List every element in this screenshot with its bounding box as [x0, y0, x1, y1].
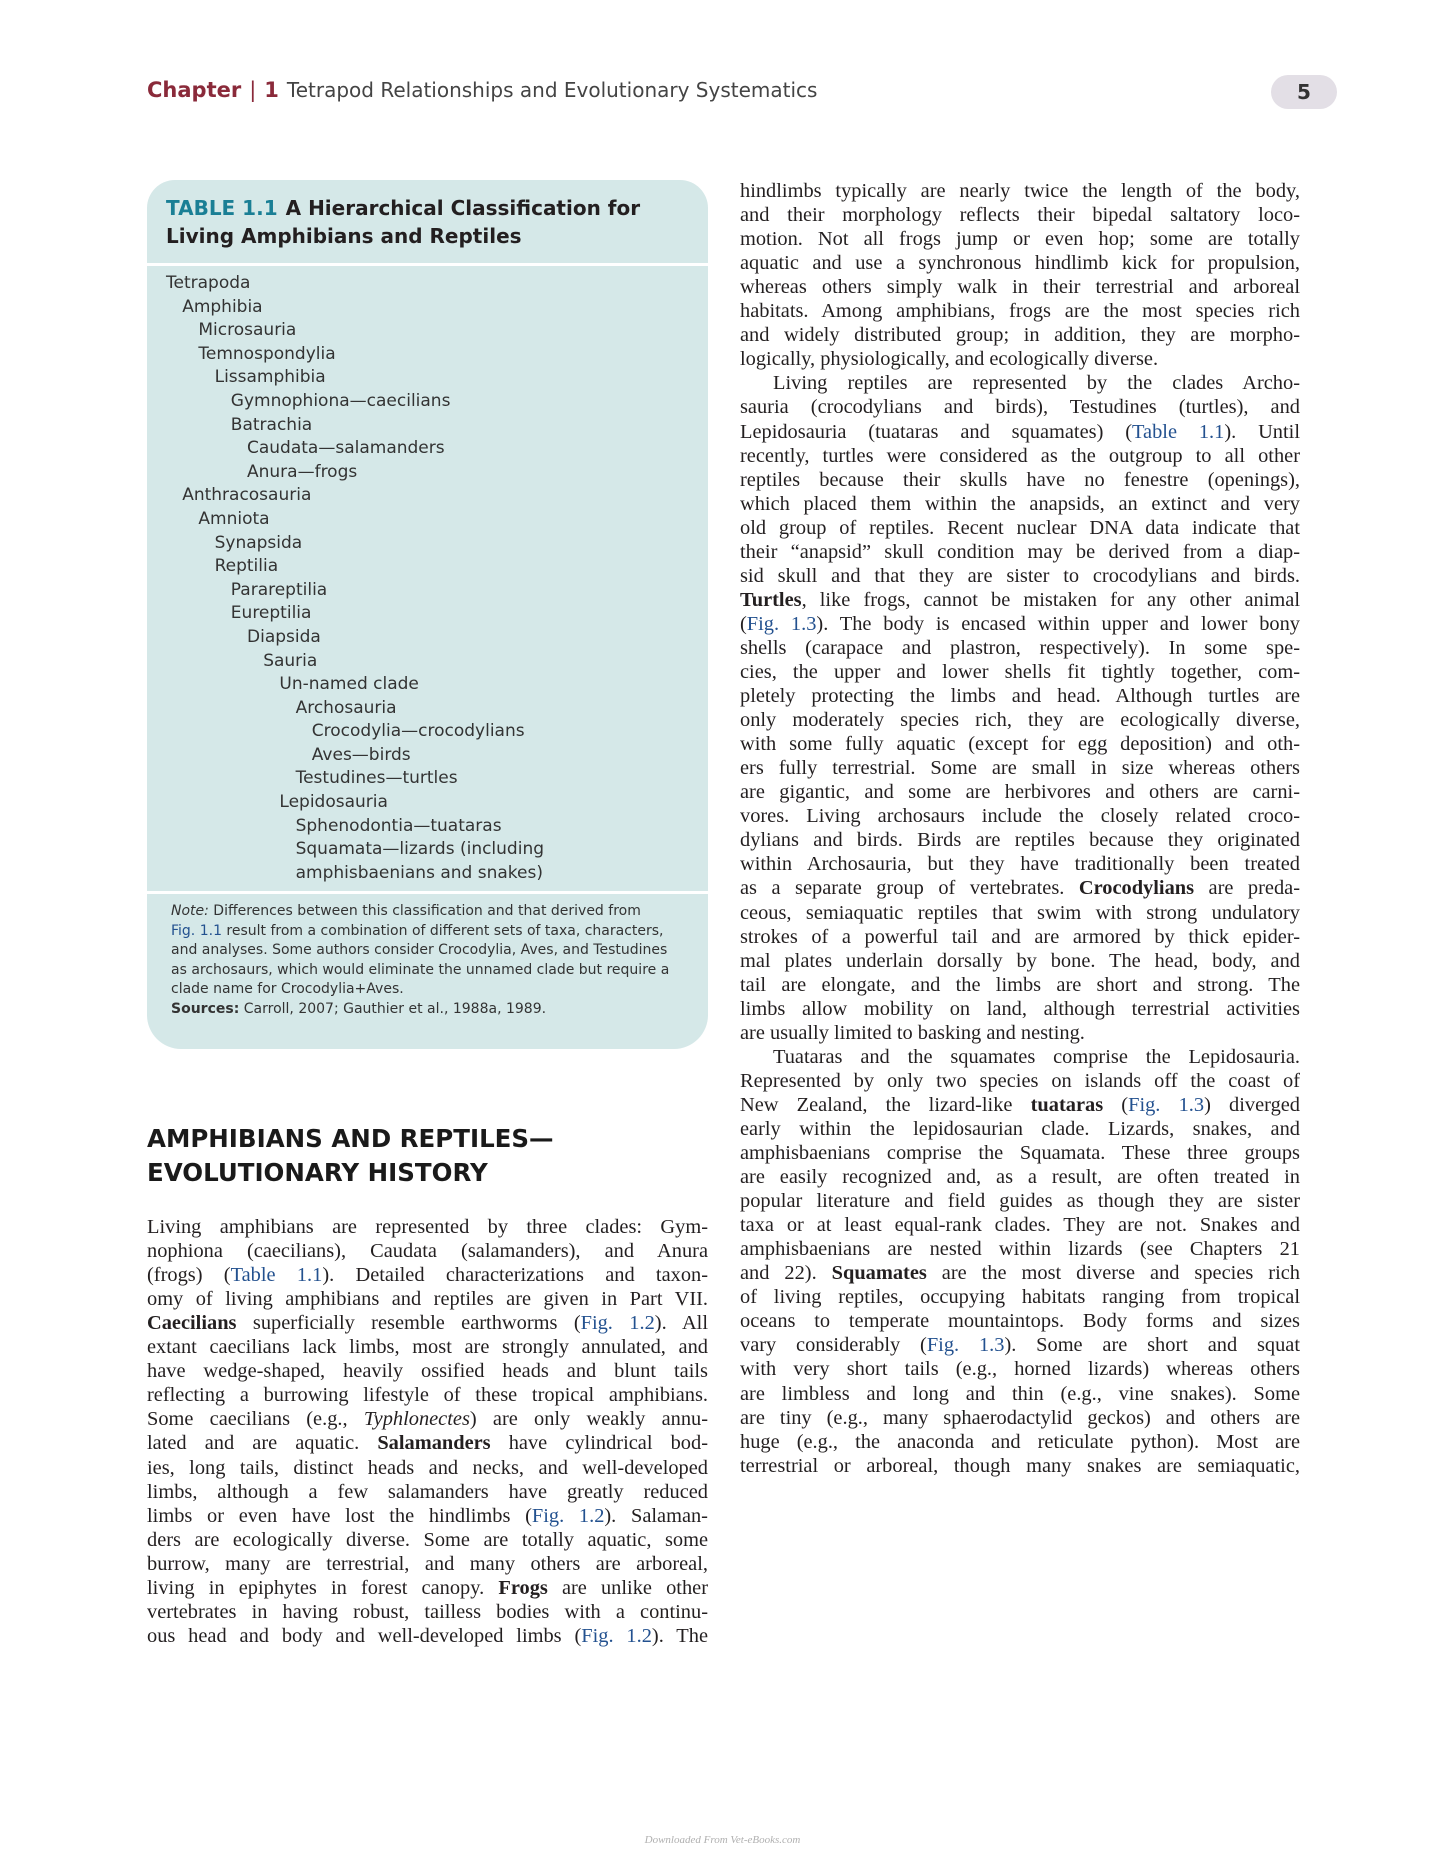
taxon-list — [166, 272, 544, 885]
text-run: reptiles because their skulls have no fenestre (openings), — [740, 468, 1300, 491]
text-run: Caecilians — [147, 1312, 237, 1335]
text-run: result from a combination of different sets of taxa, characters, — [221, 922, 664, 939]
text-run: ). Detailed characterizations and taxon- — [322, 1264, 708, 1287]
text-run: huge (e.g., the anaconda and reticulate python). Most are — [740, 1430, 1300, 1453]
text-run: (frogs) ( — [147, 1264, 231, 1287]
taxon-item: Temnospondylia — [198, 343, 336, 364]
taxon-item: Un-named clade — [279, 674, 419, 695]
text-run: ( — [1103, 1093, 1129, 1116]
text-run: limbs or even have lost the hindlimbs ( — [147, 1504, 532, 1527]
text-run: limbs allow mobility on land, although terrestrial activities — [740, 997, 1300, 1020]
table-note — [171, 902, 691, 1019]
text-run: ). The body is encased within upper and lower bony — [816, 612, 1300, 635]
footer-watermark: Downloaded From Vet-eBooks.com — [644, 1834, 801, 1846]
text-run: extant caecilians lack limbs, most are strongly annulated, and — [147, 1336, 708, 1359]
text-run: terrestrial or arboreal, though many snakes are semiaquatic, — [740, 1454, 1300, 1477]
running-header — [147, 78, 817, 103]
text-run: hindlimbs typically are nearly twice the length of the body, — [740, 180, 1300, 202]
text-run: clade name for Crocodylia+Aves. — [171, 981, 404, 997]
text-run: vores. Living archosaurs include the closely related croco- — [740, 805, 1300, 828]
text-run: ). Some are short and squat — [1004, 1334, 1300, 1357]
text-run: Carroll, 2007; Gauthier et al., 1988a, 1989. — [239, 1000, 547, 1017]
text-run: Differences between this classification and that derived from — [208, 903, 641, 919]
text-run: amphisbaenians are nested within lizards (see Chapters 21 — [740, 1238, 1300, 1261]
text-run: Sources: — [171, 1000, 240, 1017]
text-run: ( — [740, 612, 747, 635]
text-run: have cylindrical bod- — [490, 1432, 708, 1455]
text-line — [740, 1452, 1300, 1480]
note-line — [171, 941, 691, 961]
text-run: Lepidosauria (tuataras and squamates) ( — [740, 420, 1132, 443]
chapter-number: 1 — [264, 78, 279, 102]
text-run: dylians and birds. Birds are reptiles because they originated — [740, 829, 1300, 852]
text-run: ) are only weakly annu- — [469, 1408, 708, 1431]
header-divider: | — [249, 78, 257, 102]
taxon-item: Anthracosauria — [182, 485, 312, 506]
text-run: with very short tails (e.g., horned lizards) whereas others — [740, 1358, 1300, 1381]
taxon-item: Crocodylia—crocodylians — [311, 721, 525, 742]
chapter-title: Tetrapod Relationships and Evolutionary Systematics — [286, 78, 818, 102]
text-run: limbs, although a few salamanders have greatly reduced — [147, 1480, 708, 1503]
taxon-item: Gymnophiona—caecilians — [230, 390, 451, 411]
taxon-item: Synapsida — [214, 532, 303, 553]
note-line — [171, 980, 691, 1000]
taxon-item: Diapsida — [247, 626, 321, 647]
text-run: Frogs — [498, 1576, 548, 1599]
cross-reference-link[interactable]: Fig. 1.2 — [580, 1312, 655, 1335]
text-run: with some fully aquatic (except for egg deposition) and oth- — [740, 733, 1300, 756]
text-run: recently, turtles were considered as the outgroup to all other — [740, 444, 1300, 467]
text-run: Crocodylians — [1078, 877, 1195, 900]
taxon-item: Anura—frogs — [247, 461, 358, 482]
text-run: mal plates underlain dorsally by bone. The head, body, and — [740, 949, 1300, 972]
text-run: are gigantic, and some are herbivores and others are carni- — [740, 781, 1300, 804]
note-line — [171, 922, 691, 942]
table-rule-bottom — [147, 891, 708, 894]
taxon-item: Microsauria — [198, 320, 297, 341]
text-run: Tuataras and the squamates comprise the Lepidosauria. — [773, 1045, 1300, 1068]
text-run: habitats. Among amphibians, frogs are the most species rich — [740, 300, 1300, 323]
section-heading — [147, 1122, 707, 1190]
taxon-item: Reptilia — [214, 556, 279, 577]
text-run: aquatic and use a synchronous hindlimb kick for propulsion, — [740, 252, 1300, 275]
text-run: Living reptiles are represented by the clades Archo- — [773, 372, 1300, 395]
text-run: ). Salaman- — [604, 1504, 708, 1527]
text-run: have wedge-shaped, heavily ossified heads and blunt tails — [147, 1360, 708, 1383]
text-run: superficially resemble earthworms ( — [236, 1312, 581, 1335]
text-run: shells (carapace and plastron, respectively). In some spe- — [740, 636, 1300, 659]
text-run: old group of reptiles. Recent nuclear DNA data indicate that — [740, 516, 1300, 539]
text-run: ). Until — [1224, 420, 1300, 443]
text-run: sid skull and that they are sister to crocodylians and birds. — [740, 564, 1300, 587]
taxon-item: Batrachia — [230, 414, 313, 435]
note-line — [171, 961, 691, 981]
text-run: Salamanders — [377, 1432, 491, 1455]
text-run: and their morphology reflects their bipedal saltatory loco- — [740, 204, 1300, 227]
taxon-item: Eureptilia — [230, 603, 312, 624]
taxon-item: Amphibia — [182, 296, 263, 317]
text-run: burrow, many are terrestrial, and many others are arboreal, — [147, 1552, 708, 1575]
table-rule-top — [147, 263, 708, 266]
text-run: omy of living amphibians and reptiles are given in Part VII. — [147, 1288, 708, 1311]
text-run: of living reptiles, occupying habitats ranging from tropical — [740, 1286, 1300, 1309]
text-run: amphisbaenians comprise the Squamata. These three groups — [740, 1142, 1300, 1164]
taxon-item: Aves—birds — [311, 744, 411, 765]
text-run: are the most diverse and species rich — [926, 1262, 1300, 1285]
taxon-item: Lepidosauria — [279, 792, 388, 813]
text-run: ous head and body and well-developed limbs ( — [147, 1624, 582, 1647]
text-run: lated and are aquatic. — [147, 1432, 378, 1455]
page-number-badge: 5 — [1271, 75, 1337, 109]
cross-reference-link[interactable]: Table 1.1 — [230, 1264, 323, 1287]
text-run: are usually limited to basking and nesting. — [740, 1021, 1085, 1044]
taxon-item: Tetrapoda — [166, 273, 251, 293]
text-run: oceans to temperate mountaintops. Body forms and sizes — [740, 1310, 1300, 1333]
text-run: tail are elongate, and the limbs are short and strong. The — [740, 973, 1300, 996]
text-run: motion. Not all frogs jump or even hop; some are totally — [740, 228, 1300, 251]
cross-reference-link[interactable]: Fig. 1.3 — [1128, 1093, 1205, 1116]
cross-reference-link[interactable]: Fig. 1.3 — [926, 1334, 1005, 1357]
taxon-item: Amniota — [198, 508, 270, 529]
taxon-item: Lissamphibia — [214, 367, 326, 388]
text-run: ). The — [651, 1624, 708, 1647]
cross-reference-link[interactable]: Fig. 1.3 — [746, 612, 817, 635]
text-run: are tiny (e.g., many sphaerodactylid geckos) and others are — [740, 1406, 1300, 1429]
text-run: reflecting a burrowing lifestyle of these tropical amphibians. — [147, 1384, 708, 1407]
taxon-item: Archosauria — [295, 697, 397, 718]
text-run: ). All — [654, 1312, 708, 1335]
text-run: as a separate group of vertebrates. — [740, 877, 1079, 900]
text-run: and widely distributed group; in addition, they are morpho- — [740, 324, 1300, 347]
cross-reference-link[interactable]: Fig. 1.2 — [581, 1624, 652, 1647]
text-run: early within the lepidosaurian clade. Lizards, snakes, and — [740, 1117, 1300, 1140]
text-run: ies, long tails, distinct heads and necks, and well-developed — [147, 1456, 708, 1479]
table-caption — [166, 194, 686, 250]
text-run: are limbless and long and thin (e.g., vine snakes). Some — [740, 1382, 1300, 1405]
text-run: logically, physiologically, and ecologically diverse. — [740, 348, 1159, 371]
text-run: which placed them within the anapsids, an extinct and very — [740, 492, 1300, 515]
taxon-item: Sphenodontia—tuataras — [295, 815, 502, 836]
text-run: only moderately species rich, they are ecologically diverse, — [740, 709, 1300, 732]
taxon-item: Sauria — [263, 650, 318, 671]
table-caption-text: A Hierarchical Classification for Living Amphibians and Reptiles — [166, 196, 641, 248]
text-run: as archosaurs, which would eliminate the unnamed clade but require a — [171, 961, 670, 978]
text-run: ) diverged — [1204, 1093, 1300, 1116]
text-run: are unlike other — [547, 1576, 708, 1599]
chapter-label: Chapter — [147, 78, 242, 102]
text-run: , like frogs, cannot be mistaken for any other animal — [801, 588, 1300, 611]
text-run: Represented by only two species on islands off the coast of — [740, 1069, 1300, 1092]
taxon-item: Caudata—salamanders — [247, 438, 445, 459]
cross-reference-link[interactable]: Table 1.1 — [1132, 420, 1225, 443]
text-run: tuataras — [1030, 1093, 1104, 1116]
taxon-item: Parareptilia — [230, 579, 328, 600]
text-run: Turtles — [740, 588, 802, 611]
section-heading-line-1: AMPHIBIANS AND REPTILES— — [147, 1124, 554, 1153]
note-line — [171, 902, 691, 922]
text-run: ers fully terrestrial. Some are small in size whereas others — [740, 757, 1300, 780]
note-line — [171, 1000, 691, 1020]
text-run: popular literature and field guides as though they are sister — [740, 1190, 1300, 1213]
text-run: and 22). — [740, 1262, 832, 1285]
text-run: ders are ecologically diverse. Some are totally aquatic, some — [147, 1528, 708, 1551]
text-run: living in epiphytes in forest canopy. — [147, 1576, 499, 1599]
cross-reference-link[interactable]: Fig. 1.1 — [171, 922, 222, 939]
text-run: strokes of a powerful tail and are armored by thick epider- — [740, 925, 1300, 948]
text-run: Some caecilians (e.g., — [147, 1408, 364, 1431]
classification-table — [147, 180, 708, 1049]
text-run: their “anapsid” skull condition may be derived from a diap- — [740, 540, 1300, 563]
text-line — [147, 1622, 708, 1650]
text-run: cies, the upper and lower shells fit tightly together, com- — [740, 661, 1300, 683]
text-run: are easily recognized and, as a result, are often treated in — [740, 1166, 1300, 1189]
text-run: Note: — [171, 903, 209, 919]
text-run: within Archosauria, but they have traditionally been treated — [740, 853, 1300, 876]
text-run: vary considerably ( — [740, 1334, 927, 1357]
text-run: Living amphibians are represented by three clades: Gym- — [147, 1216, 708, 1238]
text-run: nophiona (caecilians), Caudata (salamanders), and Anura — [147, 1240, 708, 1263]
taxon-item: amphisbaenians and snakes) — [295, 862, 543, 883]
table-label: TABLE 1.1 — [166, 196, 278, 220]
text-run: sauria (crocodylians and birds), Testudines (turtles), and — [740, 396, 1300, 419]
text-run: ceous, semiaquatic reptiles that swim with strong undulatory — [740, 901, 1300, 924]
text-run: whereas others simply walk in their terrestrial and arboreal — [740, 276, 1300, 299]
text-run: and analyses. Some authors consider Crocodylia, Aves, and Testudines — [171, 942, 668, 958]
text-run: Typhlonectes — [363, 1408, 470, 1431]
taxon-item: Squamata—lizards (including — [295, 839, 545, 860]
cross-reference-link[interactable]: Fig. 1.2 — [531, 1504, 605, 1527]
text-run: pletely protecting the limbs and head. Although turtles are — [740, 685, 1300, 708]
text-run: taxa or at least equal-rank clades. They are not. Snakes and — [740, 1214, 1300, 1237]
taxon-item: Testudines—turtles — [295, 768, 458, 789]
text-run: Squamates — [831, 1262, 927, 1285]
text-run: New Zealand, the lizard-like — [740, 1093, 1031, 1116]
section-heading-line-2: EVOLUTIONARY HISTORY — [147, 1158, 488, 1187]
text-run: are preda- — [1194, 877, 1300, 900]
text-run: vertebrates in having robust, tailless bodies with a continu- — [147, 1600, 708, 1623]
